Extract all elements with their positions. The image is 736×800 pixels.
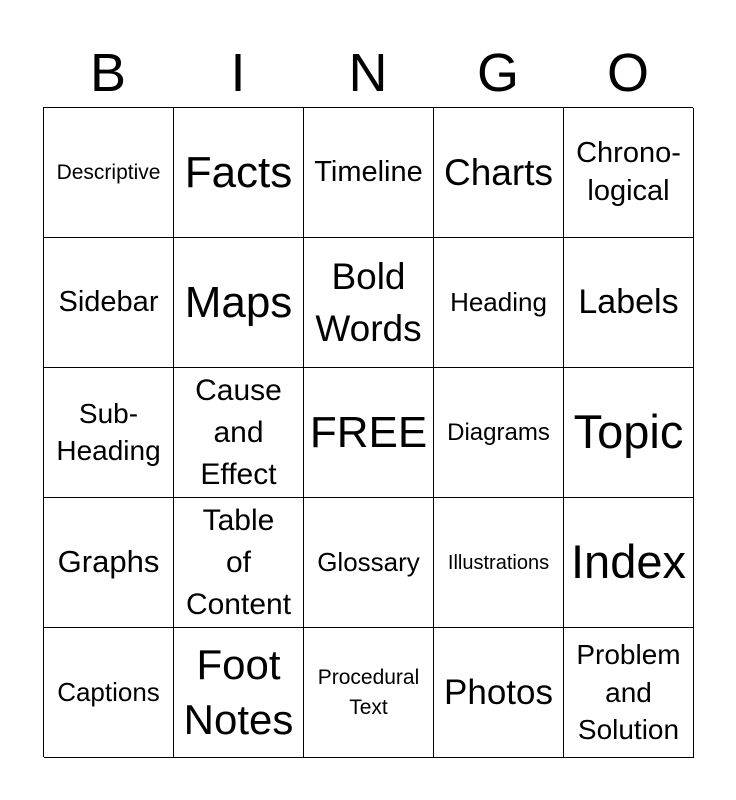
cell-label: Index	[571, 535, 686, 589]
cell-label: Diagrams	[447, 418, 550, 446]
bingo-header	[43, 42, 693, 104]
bingo-cell[interactable]	[564, 628, 694, 758]
cell-label: Procedural Text	[317, 666, 420, 719]
bingo-cell[interactable]	[434, 628, 564, 758]
header-letter-b: B	[89, 43, 127, 103]
bingo-cell[interactable]	[564, 108, 694, 238]
cell-label: Cause and Effect	[195, 373, 282, 491]
cell-label: Glossary	[317, 546, 420, 577]
bingo-cell[interactable]	[564, 238, 694, 368]
bingo-cell[interactable]	[434, 238, 564, 368]
bingo-cell[interactable]	[304, 498, 434, 628]
cell-label: Labels	[578, 283, 679, 322]
cell-label: Foot Notes	[183, 640, 294, 743]
bingo-cell[interactable]	[44, 628, 174, 758]
bingo-cell[interactable]	[434, 108, 564, 238]
bingo-cell[interactable]	[44, 238, 174, 368]
bingo-cell[interactable]	[304, 368, 434, 498]
cell-label: Topic	[573, 405, 684, 459]
cell-label: Table of Content	[185, 503, 292, 621]
bingo-cell[interactable]	[44, 108, 174, 238]
cell-label: Sidebar	[58, 285, 159, 318]
bingo-cell[interactable]	[174, 238, 304, 368]
bingo-cell[interactable]	[304, 628, 434, 758]
bingo-cell[interactable]	[564, 368, 694, 498]
bingo-cell[interactable]	[304, 238, 434, 368]
bingo-cell[interactable]	[304, 108, 434, 238]
cell-label: Bold Words	[315, 255, 422, 349]
cell-label: Timeline	[314, 155, 423, 188]
bingo-cell[interactable]	[174, 628, 304, 758]
cell-label: Graphs	[57, 544, 160, 580]
bingo-cell[interactable]	[434, 498, 564, 628]
header-letter-g: G	[476, 43, 519, 103]
bingo-cell[interactable]	[564, 498, 694, 628]
cell-label: FREE	[309, 408, 428, 457]
cell-label: Captions	[57, 677, 160, 708]
bingo-cell[interactable]	[174, 498, 304, 628]
header-letter-o: O	[606, 43, 649, 103]
cell-label: Descriptive	[56, 160, 161, 184]
bingo-board	[43, 107, 693, 757]
cell-label: Chrono- logical	[576, 136, 681, 207]
bingo-cell[interactable]	[174, 108, 304, 238]
bingo-cell[interactable]	[434, 368, 564, 498]
bingo-cell[interactable]	[174, 368, 304, 498]
cell-label: Sub- Heading	[56, 398, 161, 466]
header-letter-n: N	[348, 43, 388, 103]
cell-label: Problem and Solution	[576, 638, 681, 746]
bingo-cell[interactable]	[44, 498, 174, 628]
bingo-cell[interactable]	[44, 368, 174, 498]
cell-label: Maps	[184, 278, 293, 327]
cell-label: Facts	[184, 148, 293, 197]
cell-label: Photos	[444, 673, 553, 712]
cell-label: Heading	[450, 286, 547, 317]
cell-label: Illustrations	[447, 551, 550, 574]
header-letter-i: I	[230, 43, 246, 103]
cell-label: Charts	[444, 151, 553, 193]
